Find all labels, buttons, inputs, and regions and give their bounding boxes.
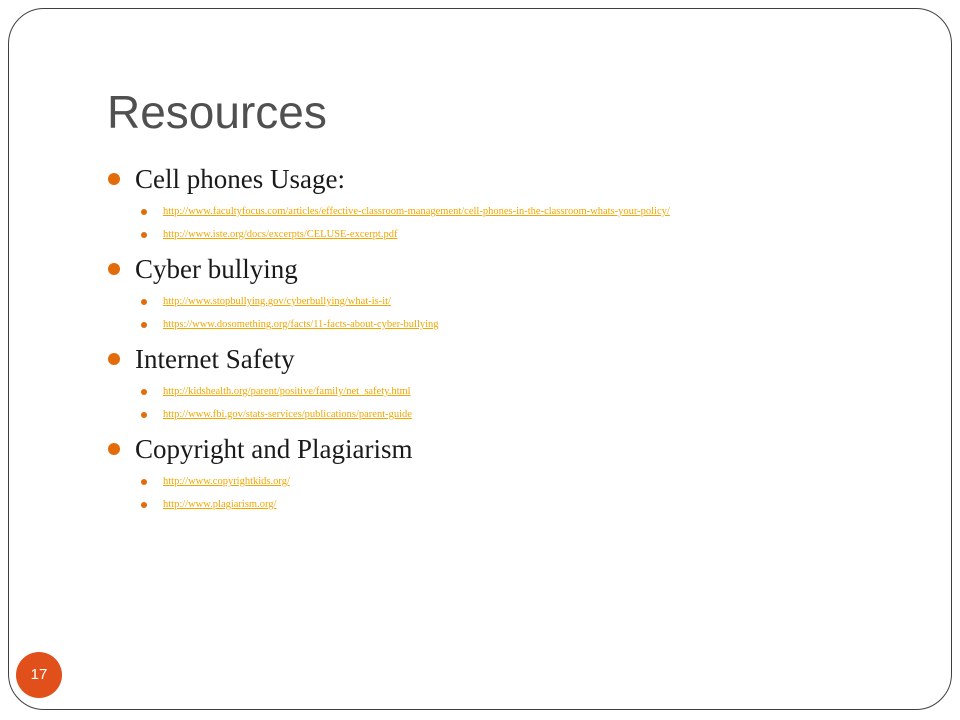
section-heading-text: Cyber bullying: [135, 254, 298, 284]
section-cell-phones: [107, 158, 927, 246]
slide-title: Resources: [107, 86, 327, 138]
section-heading-text: Copyright and Plagiarism: [135, 434, 413, 464]
section-internet-safety: [107, 338, 927, 426]
resource-link[interactable]: http://www.plagiarism.org/: [163, 499, 277, 510]
list-item: [107, 493, 927, 516]
list-item: [107, 403, 927, 426]
resource-link[interactable]: http://www.facultyfocus.com/articles/effective-classroom-management/cell-phones-in-the-classroom-whats-your-policy/: [163, 206, 670, 217]
bullet-icon: [141, 502, 147, 508]
bullet-icon: [141, 412, 147, 418]
section-heading-text: Cell phones Usage:: [135, 164, 345, 194]
list-item: [107, 313, 927, 336]
resource-link[interactable]: https://www.dosomething.org/facts/11-facts-about-cyber-bullying: [163, 319, 439, 330]
section-heading-text: Internet Safety: [135, 344, 295, 374]
bullet-icon: [141, 299, 147, 305]
resource-link[interactable]: http://www.copyrightkids.org/: [163, 476, 290, 487]
resource-link[interactable]: http://www.iste.org/docs/excerpts/CELUSE-excerpt.pdf: [163, 229, 398, 240]
resource-link[interactable]: http://www.stopbullying.gov/cyberbullying/what-is-it/: [163, 296, 391, 307]
bullet-icon: [141, 389, 147, 395]
list-item: [107, 290, 927, 313]
link-list: [107, 470, 927, 516]
resource-link[interactable]: http://kidshealth.org/parent/positive/family/net_safety.html: [163, 386, 411, 397]
link-list: [107, 290, 927, 336]
link-list: [107, 380, 927, 426]
list-item: [107, 380, 927, 403]
bullet-icon: [108, 443, 120, 455]
section-heading: [107, 248, 927, 290]
list-item: [107, 200, 927, 223]
resource-link[interactable]: http://www.fbi.gov/stats-services/publications/parent-guide: [163, 409, 412, 420]
bullet-icon: [141, 232, 147, 238]
list-item: [107, 223, 927, 246]
list-item: [107, 470, 927, 493]
bullet-icon: [141, 322, 147, 328]
bullet-icon: [141, 479, 147, 485]
link-list: [107, 200, 927, 246]
section-cyber-bullying: [107, 248, 927, 336]
bullet-icon: [108, 173, 120, 185]
resource-list: [107, 158, 927, 518]
section-heading: [107, 428, 927, 470]
bullet-icon: [141, 209, 147, 215]
section-copyright: [107, 428, 927, 516]
section-heading: [107, 338, 927, 380]
page-number-badge: 17: [16, 652, 62, 698]
bullet-icon: [108, 353, 120, 365]
section-heading: [107, 158, 927, 200]
bullet-icon: [108, 263, 120, 275]
